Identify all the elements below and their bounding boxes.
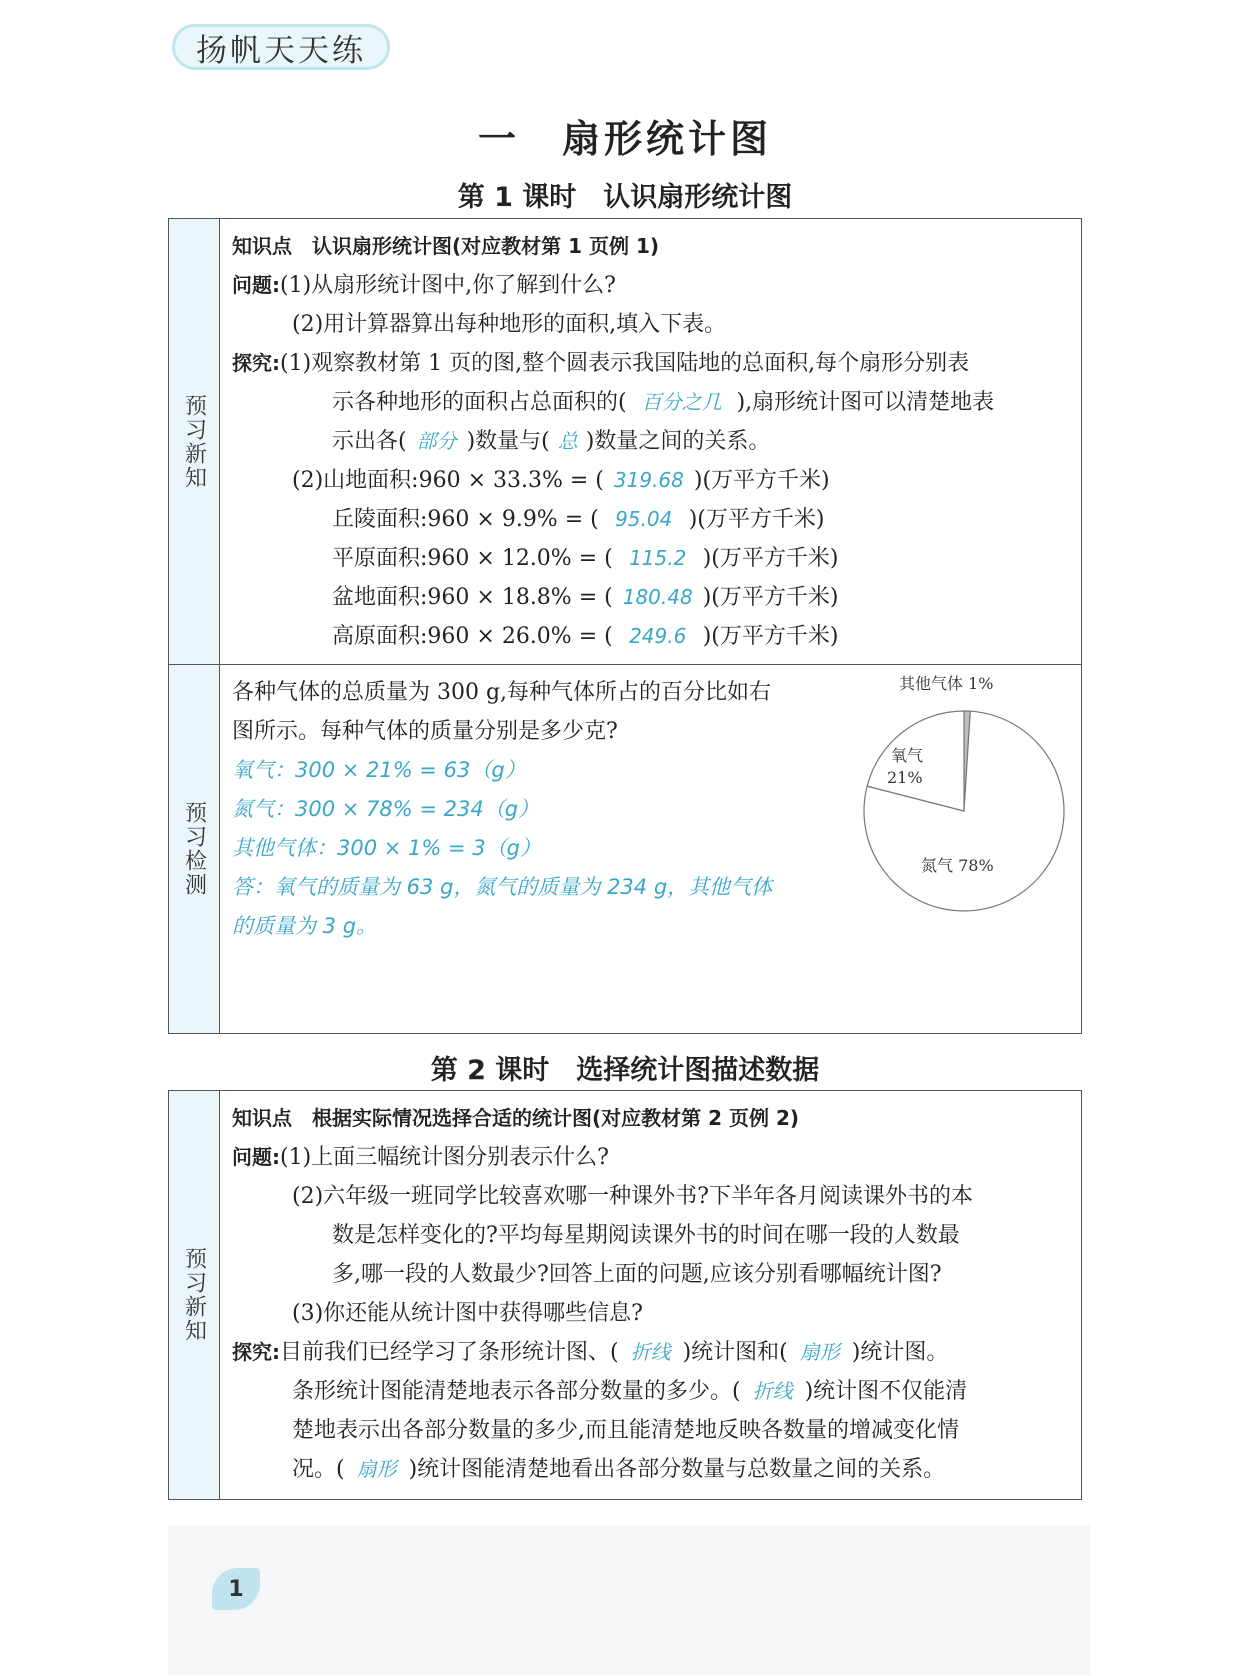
l2-explore-2: 条形统计图能清楚地表示各部分数量的多少。( 折线 )统计图不仅能清	[232, 1372, 1071, 1411]
series-badge: 扬帆天天练	[172, 24, 390, 70]
area-line: 丘陵面积:960 × 9.9% = ( 95.04 )(万平方千米)	[232, 500, 1071, 539]
l2-question-2c: 多,哪一段的人数最少?回答上面的问题,应该分别看哪幅统计图?	[332, 1262, 942, 1287]
side-label-check: 预习检测	[169, 665, 220, 1033]
l2-explore-1: 探究:目前我们已经学习了条形统计图、( 折线 )统计图和( 扇形 )统计图。	[232, 1333, 1071, 1372]
answer-blank: 折线	[630, 1340, 671, 1364]
footer-band	[168, 1525, 1090, 1675]
l2-question-1: 问题:(1)上面三幅统计图分别表示什么?	[232, 1145, 609, 1170]
answer-blank: 180.48	[622, 585, 693, 609]
side-label-preview: 预习新知	[169, 219, 220, 664]
pie-label-other: 其他气体 1%	[899, 674, 994, 693]
question-1: 问题:(1)从扇形统计图中,你了解到什么?	[232, 273, 616, 298]
l2-question-2b: 数是怎样变化的?平均每星期阅读课外书的时间在哪一段的人数最	[332, 1223, 960, 1248]
pie-label-nitrogen: 氮气 78%	[921, 856, 994, 875]
area-line: (2)山地面积:960 × 33.3% = ( 319.68 )(万平方千米)	[232, 461, 1071, 500]
l2-question-3: (3)你还能从统计图中获得哪些信息?	[292, 1301, 643, 1326]
handwritten-answer: 答：氧气的质量为 63 g，氮气的质量为 234 g，其他气体	[232, 875, 773, 899]
l2-explore-4: 况。( 扇形 )统计图能清楚地看出各部分数量与总数量之间的关系。	[232, 1450, 1071, 1489]
lesson2-box	[168, 1090, 1082, 1500]
unit-title: 一 扇形统计图	[477, 117, 772, 161]
check-question-2: 图所示。每种气体的质量分别是多少克?	[232, 719, 618, 744]
page-number: 1	[212, 1568, 260, 1610]
answer-blank: 百分之几	[641, 390, 722, 414]
l2-explore-3: 楚地表示出各部分数量的多少,而且能清楚地反映各数量的增减变化情	[292, 1418, 959, 1443]
handwritten-answer: 其他气体：300 × 1% = 3（g）	[232, 836, 541, 860]
lesson2-preview-row	[169, 1091, 1081, 1499]
answer-blank: 115.2	[629, 546, 687, 570]
l2-question-2a: (2)六年级一班同学比较喜欢哪一种课外书?下半年各月阅读课外书的本	[292, 1184, 973, 1209]
explore-1c: 示出各( 部分 )数量与( 总 )数量之间的关系。	[232, 422, 1071, 461]
answer-blank: 总	[557, 429, 578, 453]
pie-svg	[849, 671, 1079, 931]
gas-pie-chart	[849, 671, 1079, 931]
lesson1-preview-row	[169, 219, 1081, 664]
handwritten-answer: 的质量为 3 g。	[232, 914, 378, 938]
area-line: 盆地面积:960 × 18.8% = ( 180.48 )(万平方千米)	[232, 578, 1071, 617]
knowledge-point-2: 知识点 根据实际情况选择合适的统计图(对应教材第 2 页例 2)	[232, 1106, 800, 1130]
question-2: (2)用计算器算出每种地形的面积,填入下表。	[292, 312, 727, 337]
explore-1b: 示各种地形的面积占总面积的( 百分之几 ),扇形统计图可以清楚地表	[232, 383, 1071, 422]
side-label-preview-2: 预习新知	[169, 1091, 220, 1499]
handwritten-answer: 氮气：300 × 78% = 234（g）	[232, 797, 540, 821]
answer-blank: 249.6	[629, 624, 687, 648]
knowledge-point: 知识点 认识扇形统计图(对应教材第 1 页例 1)	[232, 234, 660, 258]
handwritten-answer: 氧气：300 × 21% = 63（g）	[232, 758, 526, 782]
explore-1a: 探究:(1)观察教材第 1 页的图,整个圆表示我国陆地的总面积,每个扇形分别表	[232, 351, 970, 376]
pie-label-oxygen: 氧气 21%	[887, 746, 924, 787]
answer-blank: 折线	[752, 1379, 793, 1403]
answer-blank: 扇形	[356, 1457, 397, 1481]
answer-blank: 95.04	[615, 507, 673, 531]
answer-blank: 319.68	[613, 468, 684, 492]
lesson2-title: 第 2 课时 选择统计图描述数据	[430, 1055, 820, 1086]
lesson1-title: 第 1 课时 认识扇形统计图	[457, 182, 793, 213]
answer-blank: 扇形	[799, 1340, 840, 1364]
lesson1-check-row	[169, 664, 1081, 1033]
area-calculations	[232, 461, 1071, 656]
area-line: 平原面积:960 × 12.0% = ( 115.2 )(万平方千米)	[232, 539, 1071, 578]
answer-blank: 部分	[416, 429, 457, 453]
area-line: 高原面积:960 × 26.0% = ( 249.6 )(万平方千米)	[232, 617, 1071, 656]
check-question-1: 各种气体的总质量为 300 g,每种气体所占的百分比如右	[232, 680, 772, 705]
lesson1-box	[168, 218, 1082, 1034]
